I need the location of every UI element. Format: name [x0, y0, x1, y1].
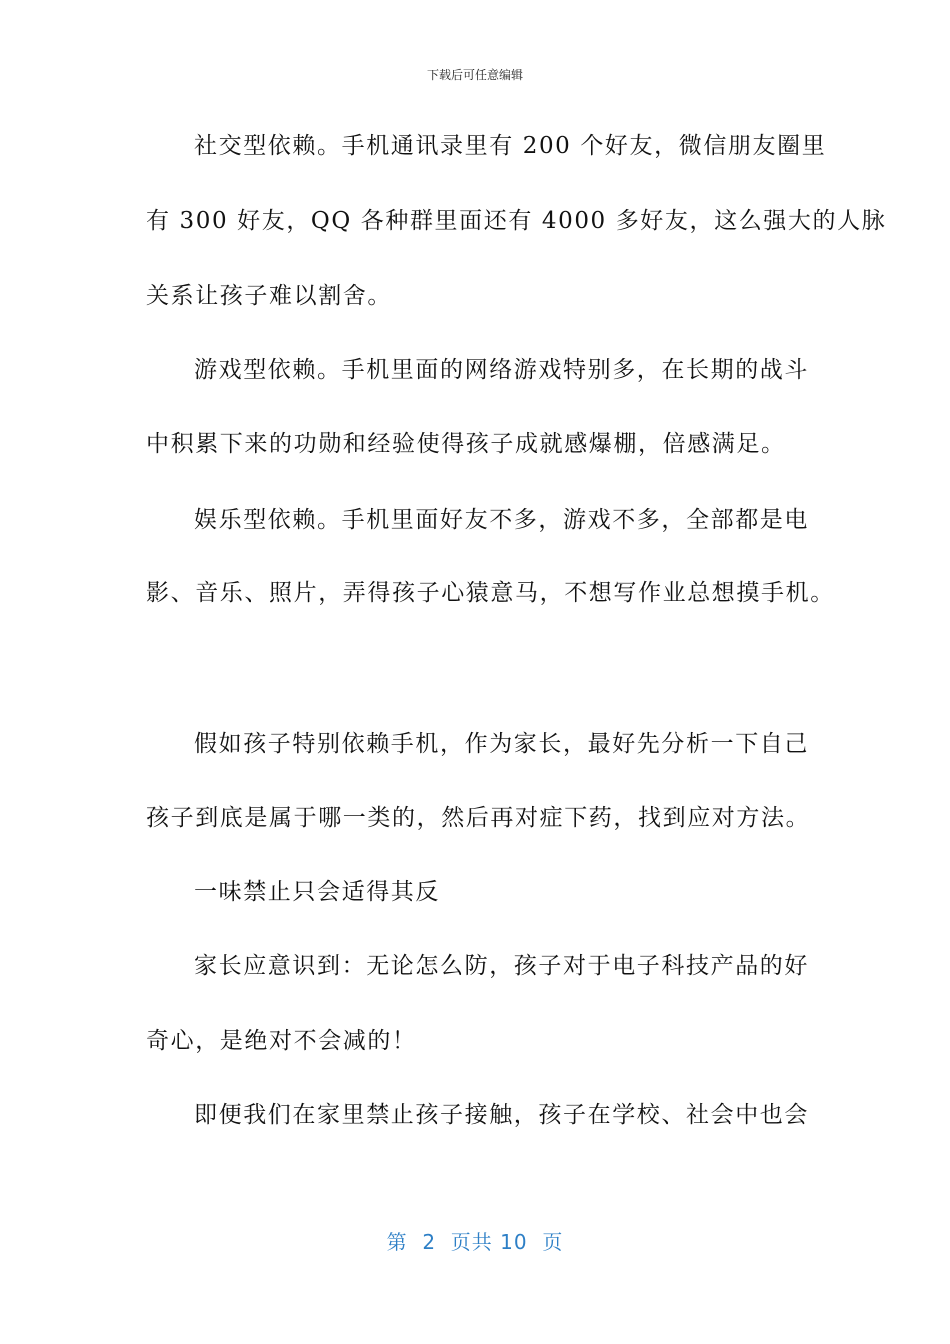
text-line: 奇心，是绝对不会减的！ — [146, 1028, 417, 1054]
text-line: 游戏型依赖。手机里面的网络游戏特别多，在长期的战斗 — [194, 357, 809, 383]
page-number: 第 2 页共 10 页 — [386, 1230, 564, 1254]
text-line: 社交型依赖。手机通讯录里有 200 个好友，微信朋友圈里 — [194, 133, 827, 159]
text-line: 关系让孩子难以割舍。 — [146, 283, 392, 309]
text-line: 影、音乐、照片，弄得孩子心猿意马，不想写作业总想摸手机。 — [146, 580, 835, 606]
text-line: 有 300 好友，QQ 各种群里面还有 4000 多好友，这么强大的人脉 — [146, 208, 887, 234]
section-heading: 一味禁止只会适得其反 — [194, 879, 440, 905]
text-line: 假如孩子特别依赖手机，作为家长，最好先分析一下自己 — [194, 731, 809, 757]
text-line: 孩子到底是属于哪一类的，然后再对症下药，找到应对方法。 — [146, 805, 811, 831]
text-line: 即便我们在家里禁止孩子接触，孩子在学校、社会中也会 — [194, 1102, 809, 1128]
text-line: 家长应意识到：无论怎么防，孩子对于电子科技产品的好 — [194, 953, 809, 979]
header-note: 下载后可任意编辑 — [426, 68, 523, 82]
text-line: 娱乐型依赖。手机里面好友不多，游戏不多，全部都是电 — [194, 507, 809, 533]
text-line: 中积累下来的功勋和经验使得孩子成就感爆棚，倍感满足。 — [146, 431, 786, 457]
